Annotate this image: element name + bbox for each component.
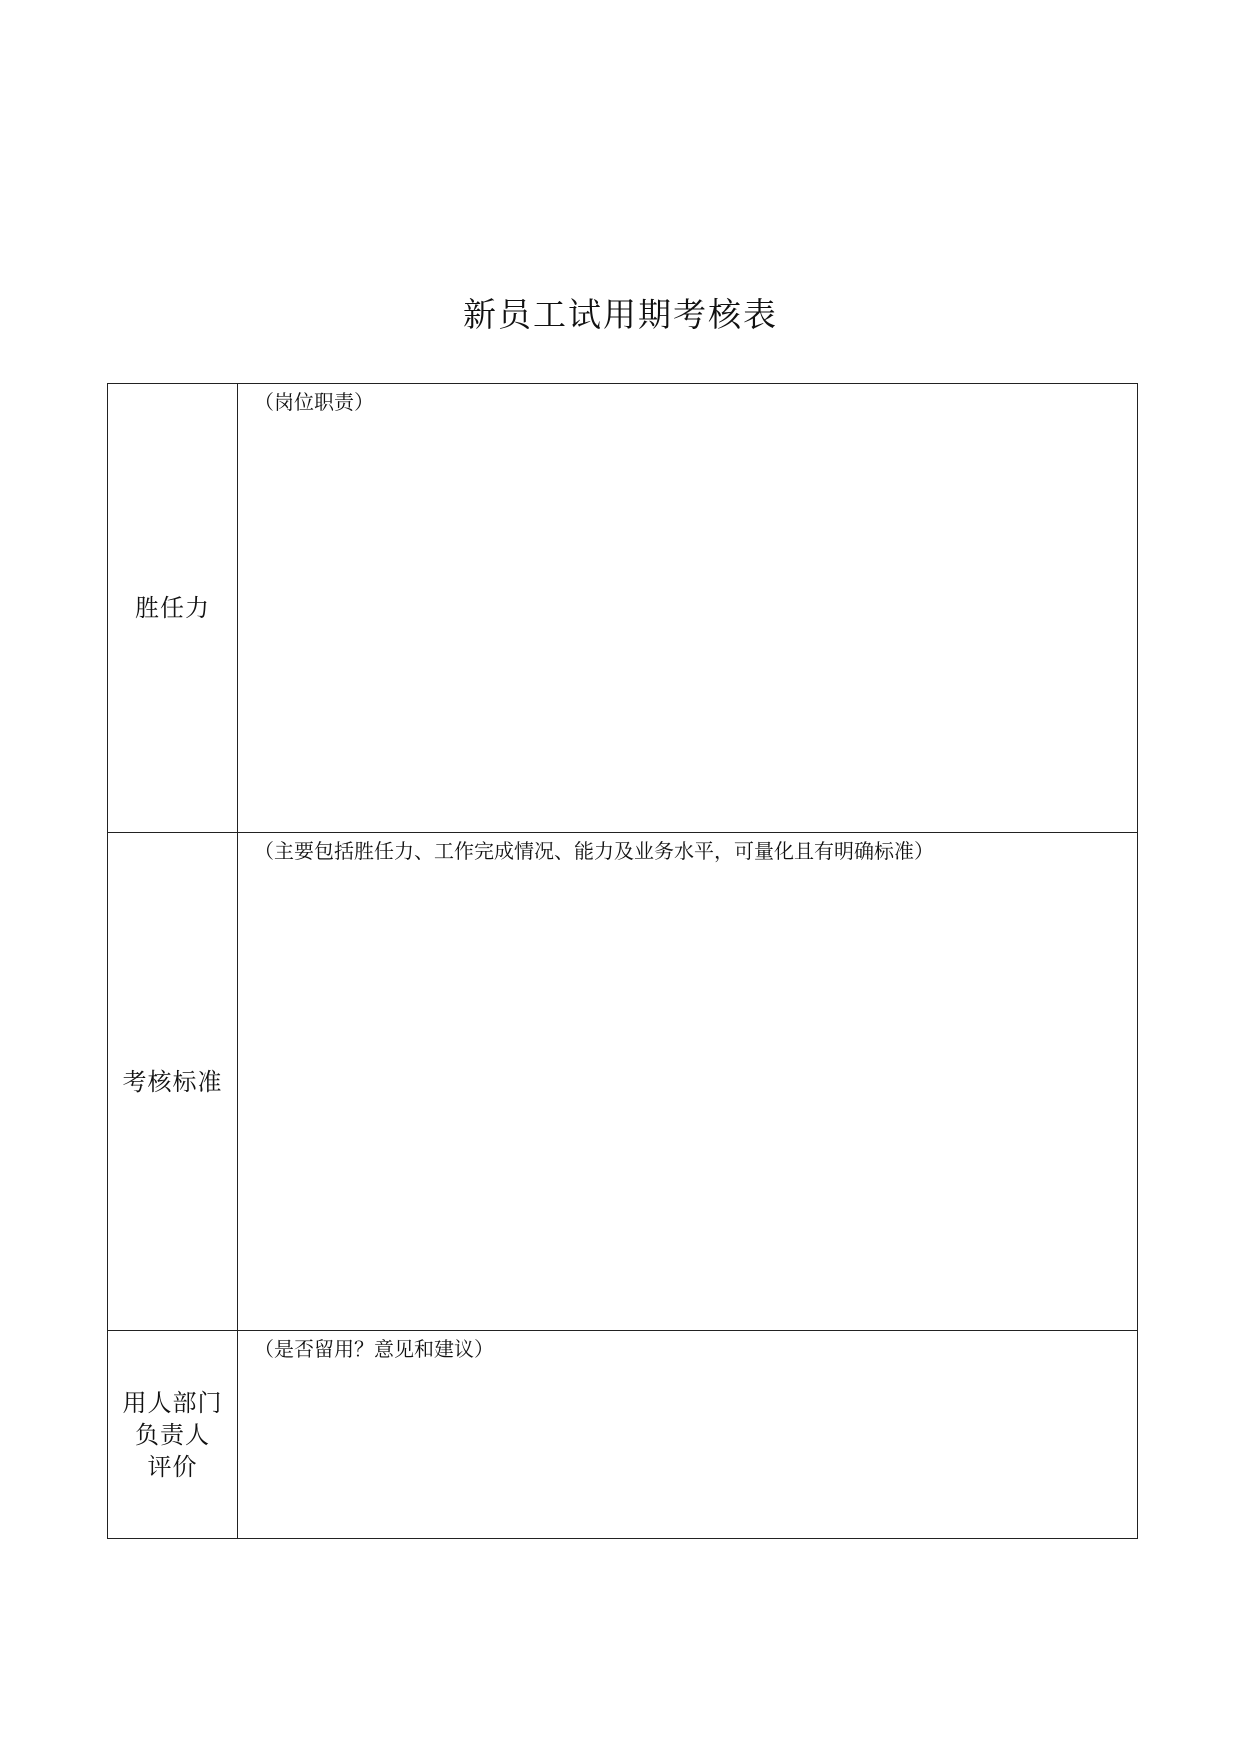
assessment-form-table <box>107 383 1138 1539</box>
content-field-criteria[interactable] <box>238 833 1138 1331</box>
table-row-criteria <box>108 833 1138 1331</box>
content-field-evaluation[interactable] <box>238 1331 1138 1539</box>
row-label-evaluation-line-1: 用人部门 <box>122 1388 223 1417</box>
hint-criteria: （主要包括胜任力、工作完成情况、能力及业务水平，可量化且有明确标准） <box>254 839 934 863</box>
table-row-competence <box>108 384 1138 833</box>
row-label-competence: 胜任力 <box>135 594 210 622</box>
page-title: 新员工试用期考核表 <box>463 295 778 334</box>
row-label-evaluation-line-3: 评价 <box>147 1452 198 1481</box>
row-label-criteria: 考核标准 <box>122 1067 223 1096</box>
content-field-competence[interactable] <box>238 384 1138 833</box>
label-cell-evaluation <box>108 1331 238 1539</box>
hint-competence: （岗位职责） <box>254 390 374 414</box>
hint-evaluation: （是否留用？意见和建议） <box>254 1337 494 1361</box>
label-cell-competence <box>108 384 238 833</box>
table-row-evaluation <box>108 1331 1138 1539</box>
label-cell-criteria <box>108 833 238 1331</box>
row-label-evaluation-line-2: 负责人 <box>135 1420 210 1449</box>
